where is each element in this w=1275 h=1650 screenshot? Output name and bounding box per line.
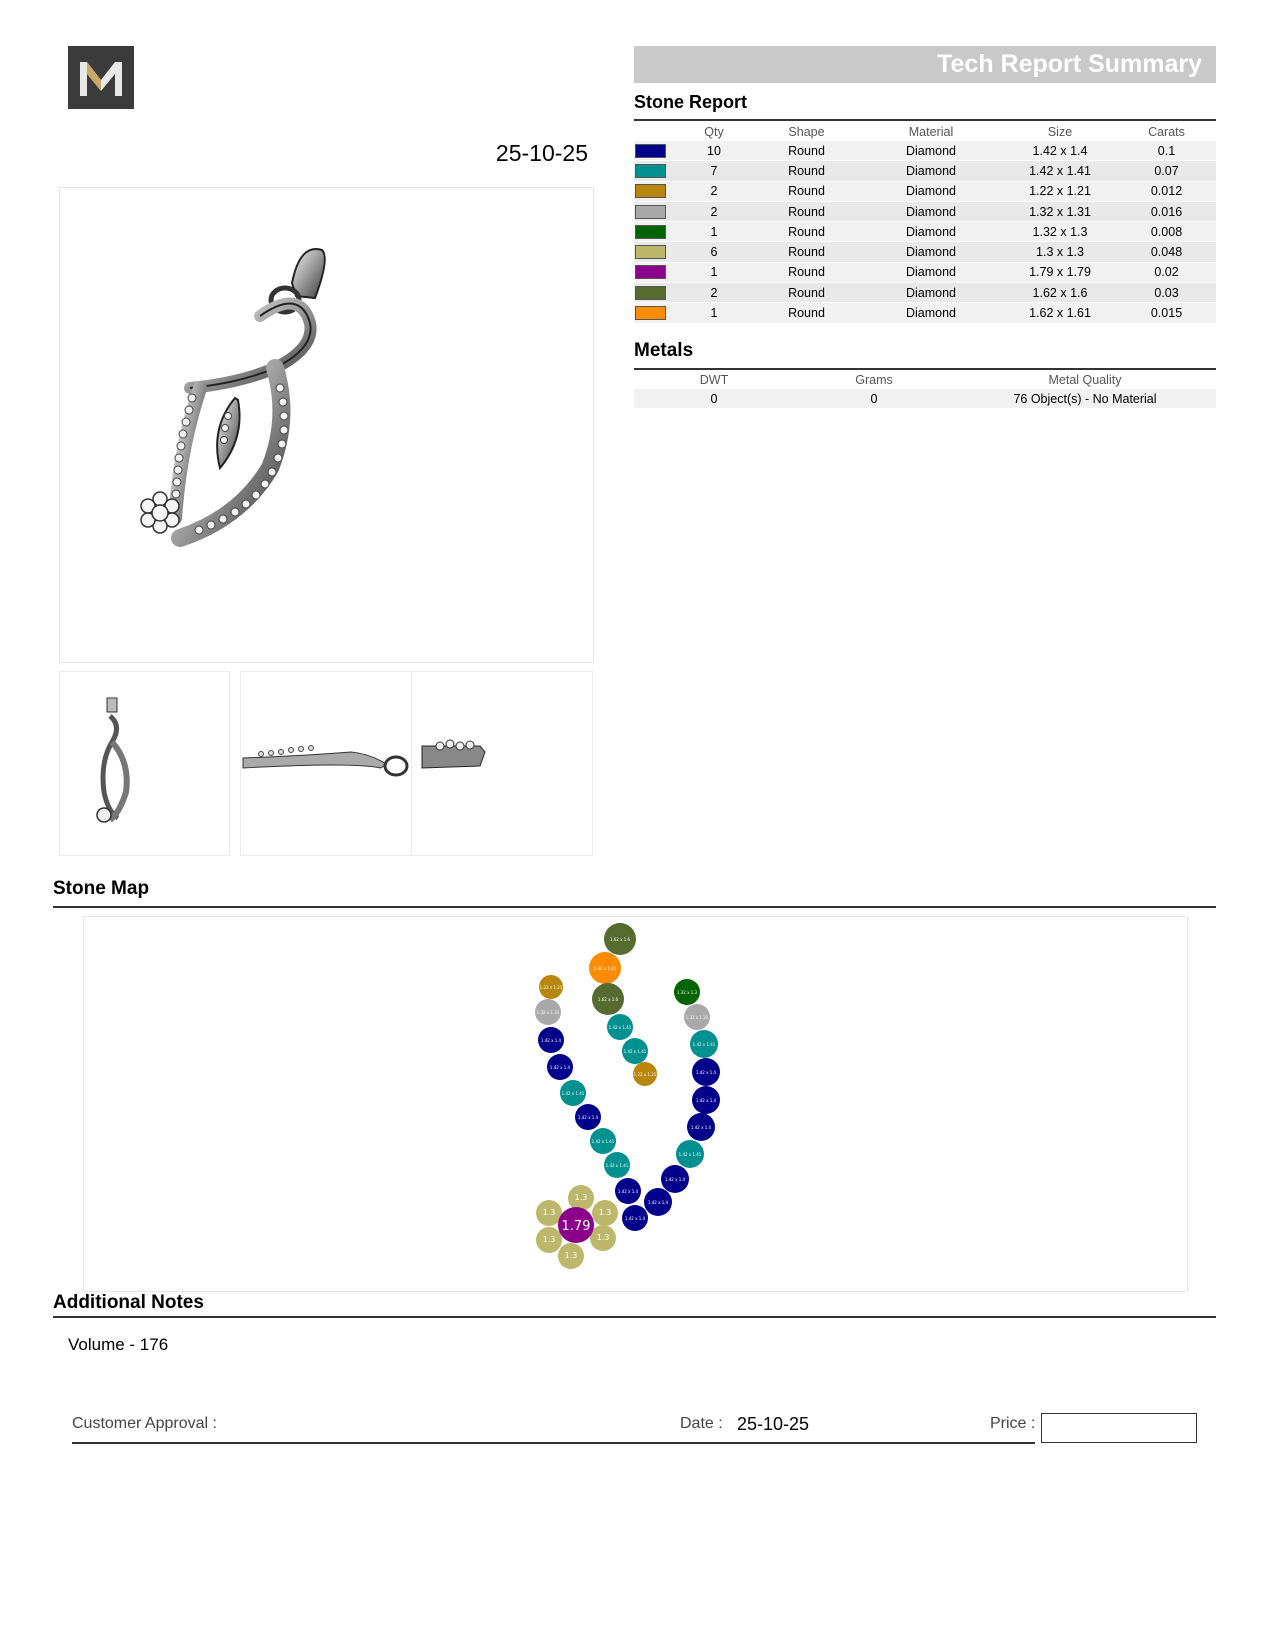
stone-marker-label: 1.42 x 1.4: [617, 1189, 639, 1194]
carats-cell: 0.008: [1117, 222, 1216, 242]
table-row: [634, 141, 1216, 161]
stone-marker-label: 1.42 x 1.41: [605, 1163, 629, 1168]
shape-cell: Round: [754, 242, 859, 262]
material-cell: Diamond: [859, 283, 1003, 303]
metal-quality-cell: 76 Object(s) - No Material: [954, 389, 1216, 409]
table-row: [634, 283, 1216, 303]
carats-cell: 0.1: [1117, 141, 1216, 161]
size-cell: 1.32 x 1.31: [1003, 201, 1117, 221]
size-cell: 1.22 x 1.21: [1003, 181, 1117, 201]
logo-m-icon: [78, 58, 124, 98]
thumbnail-front-view[interactable]: [59, 671, 230, 856]
material-cell: Diamond: [859, 201, 1003, 221]
stone-marker-label: 1.62 x 1.6: [597, 997, 619, 1002]
shape-cell: Round: [754, 181, 859, 201]
stone-color-swatch: [635, 144, 666, 158]
report-date: 25-10-25: [495, 140, 588, 166]
stone-marker-label: 1.42 x 1.41: [678, 1152, 702, 1157]
qty-cell: 2: [674, 181, 754, 201]
stone-color-cell: [634, 242, 674, 262]
material-cell: Diamond: [859, 181, 1003, 201]
qty-cell: 2: [674, 201, 754, 221]
qty-cell: 1: [674, 222, 754, 242]
table-row: [634, 222, 1216, 242]
stone-marker-label: 1.32 x 1.31: [685, 1015, 709, 1020]
qty-cell: 2: [674, 283, 754, 303]
column-header-material: Material: [908, 124, 954, 139]
pendant-render-image: [60, 188, 593, 662]
column-header-carats: Carats: [1148, 124, 1185, 139]
stone-marker-label: 1.3: [542, 1235, 556, 1244]
size-cell: 1.3 x 1.3: [1003, 242, 1117, 262]
size-cell: 1.42 x 1.41: [1003, 161, 1117, 181]
company-logo: [68, 46, 134, 109]
shape-cell: Round: [754, 303, 859, 323]
stone-color-cell: [634, 283, 674, 303]
qty-cell: 6: [674, 242, 754, 262]
stone-color-cell: [634, 181, 674, 201]
stone-report-table: [634, 122, 1216, 324]
stone-marker-label: 1.32 x 1.31: [536, 1010, 560, 1015]
size-cell: 1.62 x 1.6: [1003, 283, 1117, 303]
stone-marker-label: 1.3: [598, 1208, 612, 1217]
carats-cell: 0.015: [1117, 303, 1216, 323]
size-cell: 1.79 x 1.79: [1003, 262, 1117, 282]
stone-marker-label: 1.42 x 1.41: [692, 1042, 716, 1047]
stone-marker-label: 1.42 x 1.41: [591, 1139, 615, 1144]
stone-color-cell: [634, 262, 674, 282]
material-cell: Diamond: [859, 262, 1003, 282]
dwt-cell: 0: [634, 389, 794, 409]
stone-color-cell: [634, 141, 674, 161]
stone-color-swatch: [635, 164, 666, 178]
section-divider: [53, 1316, 1216, 1318]
carats-cell: 0.03: [1117, 283, 1216, 303]
material-cell: Diamond: [859, 222, 1003, 242]
stone-marker-label: 1.42 x 1.4: [624, 1216, 646, 1221]
stone-color-swatch: [635, 245, 666, 259]
stone-map-diagram: [84, 917, 1187, 1291]
stone-color-swatch: [635, 286, 666, 300]
stone-map-panel: [83, 916, 1188, 1292]
qty-cell: 1: [674, 262, 754, 282]
approval-date-label: Date :: [680, 1415, 723, 1432]
stone-marker-label: 1.42 x 1.4: [695, 1098, 717, 1103]
column-header-dwt: DWT: [699, 372, 729, 387]
table-row: [634, 201, 1216, 221]
stone-marker-label: 1.42 x 1.41: [623, 1049, 647, 1054]
thumbnail-side-view[interactable]: [240, 671, 412, 856]
carats-cell: 0.048: [1117, 242, 1216, 262]
table-row: [634, 242, 1216, 262]
table-row: [634, 389, 1216, 409]
column-header-qty: Qty: [704, 124, 724, 139]
size-cell: 1.32 x 1.3: [1003, 222, 1117, 242]
stone-map-title: Stone Map: [53, 878, 150, 899]
stone-color-cell: [634, 222, 674, 242]
section-divider: [53, 906, 1216, 908]
stone-marker-label: 1.3: [542, 1208, 556, 1217]
shape-cell: Round: [754, 201, 859, 221]
material-cell: Diamond: [859, 141, 1003, 161]
stone-color-swatch: [635, 306, 666, 320]
stone-marker-label: 1.42 x 1.4: [549, 1065, 571, 1070]
stone-marker-label: 1.42 x 1.4: [690, 1125, 712, 1130]
column-header-color: [634, 122, 674, 141]
stone-marker-label: 1.42 x 1.4: [540, 1038, 562, 1043]
stone-marker-label: 1.22 x 1.21: [539, 985, 563, 990]
qty-cell: 10: [674, 141, 754, 161]
table-row: [634, 303, 1216, 323]
stone-marker-label: 1.32 x 1.3: [676, 990, 698, 995]
customer-approval-label: Customer Approval :: [72, 1415, 217, 1432]
column-header-shape: Shape: [788, 124, 825, 139]
shape-cell: Round: [754, 161, 859, 181]
report-title-bar: [634, 46, 1216, 83]
stone-color-swatch: [635, 205, 666, 219]
shape-cell: Round: [754, 283, 859, 303]
qty-cell: 1: [674, 303, 754, 323]
thumbnail-top-image: [410, 672, 592, 855]
material-cell: Diamond: [859, 242, 1003, 262]
section-divider: [634, 119, 1216, 121]
shape-cell: Round: [754, 262, 859, 282]
stone-color-cell: [634, 303, 674, 323]
stone-marker-label: 1.42 x 1.4: [647, 1200, 669, 1205]
carats-cell: 0.07: [1117, 161, 1216, 181]
thumbnail-front-image: [60, 672, 229, 855]
stone-marker-label: 1.62 x 1.6: [609, 937, 631, 942]
material-cell: Diamond: [859, 161, 1003, 181]
column-header-metal-quality: Metal Quality: [1048, 372, 1122, 387]
notes-text: Volume - 176: [68, 1335, 169, 1354]
stone-color-swatch: [635, 265, 666, 279]
stone-marker-label: 1.3: [574, 1193, 588, 1202]
material-cell: Diamond: [859, 303, 1003, 323]
approval-date-value: 25-10-25: [737, 1414, 810, 1434]
stone-color-swatch: [635, 184, 666, 198]
main-render-view: [59, 187, 594, 663]
report-title: Tech Report Summary: [937, 50, 1202, 78]
stone-marker-label: 1.3: [564, 1251, 578, 1260]
stone-marker-label: 1.22 x 1.21: [633, 1072, 657, 1077]
metals-table: [634, 370, 1216, 409]
grams-cell: 0: [794, 389, 954, 409]
column-header-grams: Grams: [855, 372, 893, 387]
carats-cell: 0.012: [1117, 181, 1216, 201]
shape-cell: Round: [754, 222, 859, 242]
stone-marker-label: 1.42 x 1.41: [608, 1025, 632, 1030]
stone-marker-label: 1.42 x 1.4: [577, 1115, 599, 1120]
stone-marker-label: 1.3: [596, 1233, 610, 1242]
table-row: [634, 161, 1216, 181]
center-stone-label: 1.79: [561, 1219, 591, 1234]
table-row: [634, 262, 1216, 282]
thumbnail-side-image: [241, 672, 411, 855]
stone-color-cell: [634, 161, 674, 181]
stone-report-title: Stone Report: [634, 92, 748, 112]
stone-marker-label: 1.42 x 1.4: [664, 1177, 686, 1182]
price-label: Price :: [990, 1415, 1036, 1432]
stone-color-cell: [634, 201, 674, 221]
stone-color-swatch: [635, 225, 666, 239]
size-cell: 1.42 x 1.4: [1003, 141, 1117, 161]
thumbnail-top-view[interactable]: [410, 671, 593, 856]
column-header-size: Size: [1047, 124, 1073, 139]
stone-marker-label: 1.42 x 1.41: [561, 1091, 585, 1096]
metals-title: Metals: [634, 340, 694, 361]
carats-cell: 0.016: [1117, 201, 1216, 221]
qty-cell: 7: [674, 161, 754, 181]
price-input[interactable]: [1041, 1413, 1197, 1443]
carats-cell: 0.02: [1117, 262, 1216, 282]
signature-line[interactable]: [72, 1442, 1035, 1444]
additional-notes-title: Additional Notes: [53, 1292, 204, 1313]
table-row: [634, 181, 1216, 201]
size-cell: 1.62 x 1.61: [1003, 303, 1117, 323]
stone-report-rows: [634, 141, 1216, 323]
stone-marker-label: 1.62 x 1.61: [593, 966, 617, 971]
stone-marker-label: 1.42 x 1.4: [695, 1070, 717, 1075]
shape-cell: Round: [754, 141, 859, 161]
